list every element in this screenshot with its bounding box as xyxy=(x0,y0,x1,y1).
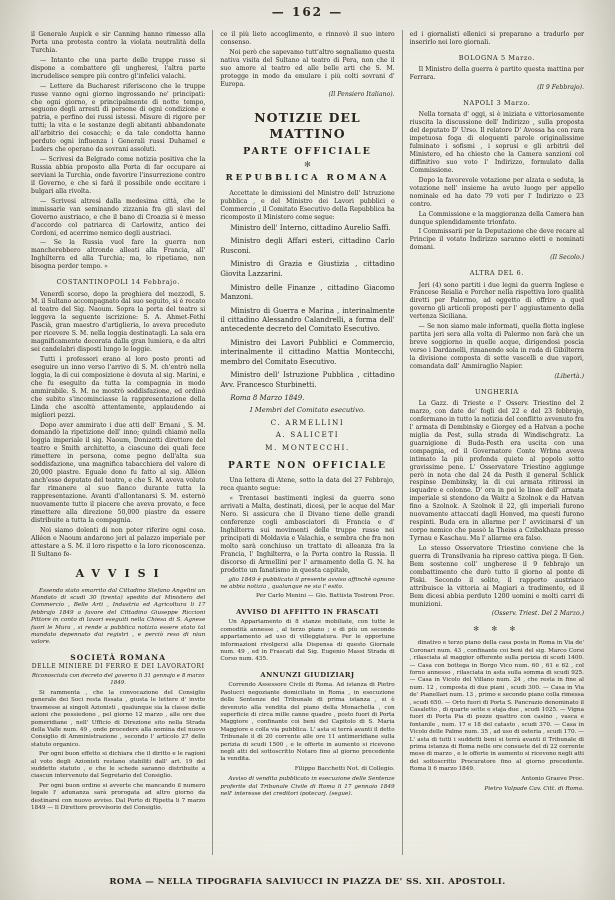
text-block-h-small: ANNUNZI GIUDIZIARJ xyxy=(260,670,355,679)
text-block-ornament2: ✻ ✻ ✻ xyxy=(473,625,521,634)
text-block-tiny-italic: Essendo stato smarrito dal Cittadino Stefano Angelini un Mandato di scudi 30 (trenta) spedito dal Ministero del Commercio , Belle Arti , Industria ed Agricoltura li 17 febbrajo 1849 a favore del Cittadino Giuseppe Riccioni Pittore in conto di lavori eseguiti nella Chiesa di S. Agnese fuori le Mura , si rende a pubblica notizia essere stato tal mandato depennato dai registri , e perciò reso di niun valore. xyxy=(31,587,206,646)
text-block-society-sub: DELLE MINIERE DI FERRO E DEI LAVORATORI xyxy=(31,663,205,671)
text-block-attribution: (Osserv. Triest. Del 2 Marzo.) xyxy=(491,610,584,618)
column-left xyxy=(24,29,212,856)
text-block-minister: Ministro delle Finanze , cittadino Giacomo Manzoni. xyxy=(220,283,395,301)
text-block-tiny: Per ogni buon ordine si avverte che mancando il numero legale l' adunanza sarà prorogata ad altro giorno da destinarsi con nuovo avviso. Dal Porto di Ripetta li 7 marzo 1849 — Il Direttore provvisorio del Consiglio. xyxy=(31,782,206,812)
text-block-tiny: Un Appartamento di 8 stanze mobiliate, con tutte le comodità annesse , al terzo piano ; e di più un secondo appartamento ad uso di villeggiatura. Per le opportune informazioni rivolgersi alla Dispensa di questo Giornale num. 49 , ed in Frascati dal Sig. Eugenio Massi Strada di Corso num. 435. xyxy=(220,619,395,663)
imprint-footer: ROMA — NELLA TIPOGRAFIA SALVIUCCI IN PIAZZA DE' SS. XII. APOSTOLI. xyxy=(109,877,506,887)
text-block-p: Accettate le dimissioni del Ministro dell' Istruzione pubblica , e del Ministro dei Lavori pubblici e Commercio , il Comitato Esecutivo della Repubblica ha ricomposto il Ministero come segue: xyxy=(220,189,395,221)
text-block-p: Noi siamo dolenti di non poter riferire ogni cosa. Alléon e Naoum andarono jeri al palazzo imperiale per attestare a S. M. il loro rispetto e la loro riconoscenza. Il Sultano fe- xyxy=(31,526,206,558)
text-block-attribution: (Libertà.) xyxy=(554,372,584,380)
text-block-attribution: (Il 9 Febbrajo). xyxy=(537,84,584,92)
text-block-sig-right: Antonio Graeve Proc. xyxy=(521,775,584,782)
text-block-members: I Membri del Comitato esecutivo. xyxy=(249,406,366,415)
text-block-minister: Ministro dei Lavori Pubblici e Commercio, interinalmente il cittadino Mattia Montecchi, membro del Comitato Esecutivo. xyxy=(220,338,395,366)
text-block-minister: Ministro degli Affari esteri, cittadino Carlo Rusconi. xyxy=(220,237,395,255)
text-block-h2b: PARTE NON OFFICIALE xyxy=(228,460,387,471)
page-number: — 162 — xyxy=(271,5,344,19)
text-block-p: Una lettera di Atene, sotto la data del 27 Febbrajo, reca quanto segue: xyxy=(220,477,395,493)
text-block-p-noind: ce il più lieto accoglimento, e rinnovò il suo intero consenso. xyxy=(220,31,395,46)
text-block-tiny-italic: glio 1849 è pubblicato il presente avviso affinchè ognuno ne abbia notizia , qualunque ne sia l' esito. xyxy=(220,576,395,590)
text-block-h2: PARTE OFFICIALE xyxy=(243,145,372,157)
column-rule-right xyxy=(402,30,403,855)
text-block-avvisi: AVVISI xyxy=(75,567,167,581)
text-block-attribution: (Il Secolo.) xyxy=(550,254,584,262)
text-block-sig-right: Per Carlo Menini — Gio. Battista Tosironi Proc. xyxy=(256,593,395,600)
text-block-sig: A. SALICETI xyxy=(275,430,340,440)
text-block-p-date: Roma 8 Marzo 1849. xyxy=(230,394,305,403)
text-block-p: La Gazz. di Trieste e l' Osserv. Triestino del 2 marzo, con date de' fogli del 22 e del 23 febbrajo, confermano in tutto la notizia del conflitto avvenuto fra l' armata di Dembinsky e Giorgey ed a Hatvan a poche miglia da Pest, sulla strada di Windischgratz. La guarnigione di Buda-Pesth era uscita con una compagnia, ed il Governatore Conte Wrbna aveva intimato la più profonda quiete al popolo sotto gravissime pene. L' Osservatore Triestino aggiunge però in nota che dal 24 da Pesth il general Schlick respinse Dembinsky, la di cui armata ritirossi in isquadre e colonne. D' ora in poi le linee dell' armata imperiale si stendono da Waitz a Szolnok e da Hatvan fino a Szolnok. A Szolnok il 22, gli imperiali furono nuovamente attaccati dagli Honved, ma questi furono respinti. Buda era in allarme per l' avvicinarsi d' un corpo nemico che passò la Theiss a Czibakhaza presso Tyrnau e Kaschau. Ma l' allarme era falso. xyxy=(409,400,584,542)
text-block-tiny: Correndo Assessore Civile di Roma. Ad istanza di Pietro Paolucci negoziante domiciliato in Roma , in esecuzione delle Sentenze del Tribunale di prima istanza , si è devenuto alla vendita del piano della Monachella , con superficie di circa mille canne quadre , posto fuori di Porta Maggiore , confinante coi beni del Capitolo di S. Maria Maggiore e colla via pubblica. L' asta si terrà avanti il detto Tribunale il dì 20 corrente alle ore 11 antimeridiane sulla perizia di scudi 1500 , e le offerte in aumento si ricevono negli atti del sottoscritto Notaro fino al giorno precedente la vendita. xyxy=(220,682,395,763)
text-block-p: — Intanto che una parte delle truppe russe si dispone a combattere gli ungheresi, l'altra parte incrudelisce sempre più contro gl'infelici valachi. xyxy=(31,56,206,80)
text-block-p: La Commissione e la maggioranza della Camera han dunque splendidamente trionfato. xyxy=(409,210,584,226)
text-block-h1: NOTIZIE DEL MATTINO xyxy=(254,109,361,141)
text-block-tiny: dinativo e terzo piano della casa posta in Roma in Via de' Coronari num. 43 , confinante coi beni del sig. Marco Corsi , rilasciata al maggior offerente sulla perizia di scudi 1400. — Casa con bottega in Borgo Vico num. 60 , 61 e 62 , col forno annesso , rilasciata in asta sulla somma di scudi 925. — Casa in Vicolo del Villano num. 24 , che resta in fine al num. 12 , composta di due piani , scudi 300. — Casa in Via de' Pianellari num. 13 , primo e secondo piano colla rimessa , scudi 650. — Orto fuori di Porta S. Pancrazio denominato il Casaletto , di quarte sette e staja due , scudi 1025. — Vigna fuori di Porta Pia di pezze quattro con casino , vasca e fontanile , num. 17 e 18 del catasto , scudi 370. — Casa in Vicolo delle Palme num. 35 , ad uso di osteria , scudi 170. — L' asta di tutti i suddetti beni si terrà avanti il Tribunale di prima istanza di Roma nelle ore consuete del dì 22 corrente mese di marzo , e le offerte in aumento si ricevono negli atti del sottoscritto Procuratore fino al giorno precedente. Roma li 6 marzo 1849. xyxy=(409,640,584,773)
text-block-minister: Ministro di Guerra e Marina , interinalmente il cittadino Alessandro Calandrelli, a forma dell' antecedente decreto del Comitato Esecutivo. xyxy=(220,306,395,334)
text-block-dateline: ALTRA DEL 6. xyxy=(469,269,524,278)
text-block-p: Jeri (4) sono partiti i due legni da guerra Inglese e Francese Reialia e Porcher nella rispettiva loro qualità diretti per Palermo, ad oggetto di offrire a quel governo gli articoli proposti per l' aggiustamento della vertenza Siciliana. xyxy=(409,281,584,321)
text-block-tiny: Si rammenta , che la convocazione del Consiglio generale dei Soci resta fissata , giusta le lettere d' invito trasmesse ai singoli Azionisti , qualunque sia la classe delle azioni che possiedono , pel giorno 12 marzo , alle ore due pomeridiane , nell' Ufficio di Direzione sito nella Strada della Valle num. 49 , onde procedere alla nomina del nuovo Consiglio di Amministrazione , secondo l' articolo 27 dello statuto organico. xyxy=(31,689,206,748)
text-block-society-title: SOCIETÀ ROMANA xyxy=(70,652,167,662)
text-block-p: Lo stesso Osservatore Triestino conviene che la guerra di Transilvania ha ripreso cattiva piega. Il Gen. Bem sostenne coll' ungherese il 9 febbrajo un combattimento che durò tutto il giorno al ponte di Piski. Secondo il solito, il rapporto austriaco attribuisce la vittoria ai Magiari a tradimento, ed il Bem dicesi abbia perduto 1200 uomini e molti carri di munizioni. xyxy=(409,544,584,608)
text-block-p: « Trentasei bastimenti inglesi da guerra sono arrivati a Malta, destinati, dicesi, per le acque del Mar Nero. Si assicura che il Divano tiene delle grandi conferenze cogli ambasciatori di Francia e d' Inghilterra sui movimenti delle truppe russe nei principati di Moldavia e Valachia, e sembra che fra non molto sarà conchiuso un trattato di alleanza fra la Francia, l' Inghilterra, e la Porta contro la Russia. Il discorso di Armellini per l' armamento della G. N. ha prodotto un fanatismo in questa capitale, xyxy=(220,495,395,574)
text-block-p: Dopo aver ammirato i due atti dell' Ernani , S. M. domandò la ripetizione dell' inno; quindi chiamò nella loggia imperiale il sig. Naoum, Donizetti direttore del teatro e Smith architetto, a ciascuno dei quali fece rimettere in persona, come pegno dell'alta sua soddisfazione, una magnifica tabacchiera del valore di 20,000 piastre. Eguale dono fu fatto al sig. Alléon anch'esso deputato del teatro, e che S. M. aveva voluto far rimanere al suo fianco durante tutta la rappresentazione. Avanti d'allontanarsi S. M. esternò nuovamente tutto il piacere che aveva provato, e fece rimettere alla direzione 50,000 piastre da essere distribuite a tutta la compagnia. xyxy=(31,421,206,524)
text-block-p: — Se la Russia vuol fare la guerra non mancherebbero altronde alleati alla Francia, all' Inghilterra ed alla Turchia; ma, lo ripetiamo, non bisogna perder tempo. » xyxy=(31,239,206,271)
text-block-p-noind: il Generale Aupick e sir Canning hanno rimesso alla Porta una protesta contro la violata neutralità della Turchia. xyxy=(31,31,206,54)
text-block-tiny-italic-center: Riconosciuta con decreto del governo li 31 gennajo e 8 marzo 1849. xyxy=(31,672,205,686)
column-center xyxy=(213,29,401,856)
text-block-p-noind: ed i giornalisti ellenici si preparano a tradurlo per inserirlo nei loro giornali. xyxy=(409,31,584,46)
text-block-minister: Ministro dell' Interno, cittadino Aurelio Saffi. xyxy=(230,223,391,232)
text-block-tiny: Per ogni buon effetto si dichiara che il diritto e le ragioni al voto degli Azionisti restano stabiliti dall' art. 19 del suddetto statuto , e che le schede saranno distribuite a ciascun intervenuto dal Segretario del Consiglio. xyxy=(31,751,206,780)
text-block-h3: REPUBBLICA ROMANA xyxy=(225,172,390,183)
column-rule-left xyxy=(212,30,213,855)
text-block-h-small: AVVISO DI AFFITTO IN FRASCATI xyxy=(236,607,379,616)
text-block-p: Tutti i professori erano al loro posto pronti ad eseguire un inno verso l'arrivo di S. M. ch'entrò nella loggia, la di cui composizione è dovuta al sig. Marini, e che fu eseguito da tutta la compagnia in modo ammirabile. S. M. ne mostrò soddisfazione, ed ordinò che subito s'incominciasse la rappresentazione della Linda che ascoltò attentamente, applaudendo ai migliori pezzi. xyxy=(31,356,206,419)
text-block-dateline: BOLOGNA 5 Marzo. xyxy=(458,53,535,62)
column-right xyxy=(403,29,591,856)
text-block-p: Venerdì scorso, dopo la preghiera del mezzodì, S. M. il Sultano accompagnato dal suo seguito, si è recato al teatro del Sig. Naoum. Sopra la porta del teatro si leggeva la seguente iscrizione: S. A. Ahmet-Fethi Pascià, gran maestro d'artiglieria, lo aveva preceduto per ricevere S. M. nella loggia destinatagli. La sala era magnificamente decorata dalla gran lumiera, e da altri sei candelabri disposti lungo le loggie. xyxy=(31,290,206,354)
text-block-p: — Se non siamo male informati, quella flotta inglese partita jeri sera alla volta di Palermo non farà che un breve soggiorno in quelle acque, dirigendosi poscia verso i Dardanelli, rimanendo sola in rada di Gibilterra la divisione composta di sette vascelli e due vapori, comandata dall' Ammiraglio Napier. xyxy=(409,323,584,370)
text-block-sig-right-italic: Pietro Valpade Cav. Citt. di Roma. xyxy=(484,786,584,793)
text-block-attribution: (Il Pensiero Italiano). xyxy=(328,90,395,98)
text-block-sig: C. ARMELLINI xyxy=(270,418,345,428)
text-block-p: Nella tornata d' oggi, si è iniziata e vittoriosamente riuscita la discussione dell' Indirizzo , sulla proposta del deputato D' Urso. Il relatore D' Avossa ha con rara impetuosa foga di eloquenti parole originalissime fulminato i sofismi , i soprusi e gli arbitrii del Ministero, ed ha chiesto che la Camera sanzioni col diffinitivo suo voto l' Indirizzo, formulato dalla Commissione. xyxy=(409,111,584,174)
text-block-minister: Ministro dell' Istruzione Pubblica , cittadino Avv. Francesco Sturbinetti. xyxy=(220,371,395,389)
text-block-dateline: NAPOLI 3 Marzo. xyxy=(463,99,531,107)
text-block-ornament: ✻ xyxy=(304,159,311,169)
text-block-p: Il Ministro della guerra è partito questa mattina per Ferrara. xyxy=(409,66,584,82)
text-block-sig: M. MONTECCHI. xyxy=(265,442,350,452)
text-block-p: — Lettere da Bucharest riferiscono che le truppe russe vanno ogni giorno ingrossando ne' principati: che ogni giorno, e principalmente di notte tempo, seguono degli arresti di persone di ogni condizione e patria, e perfino dei russi istessi. Misure di rigore per tutti; la vita e le sostanze degli abitanti abbandonate all'arbitrio dei cosacchi; e da tale condotta hanno perduto ogni influenza i Generali russi Duhamel e Luders che operano da sovrani assoluti. xyxy=(31,82,206,154)
text-block-p: Noi però che sapevamo tutt'altro segnaliamo questa nativa visita del Sultano al teatro di Pera, non che il suo amore al teatro ed alle belle arti che S. M. protegge in modo da emulare i più colti sovrani d' Europa. xyxy=(220,48,395,88)
text-block-p: Dopo la favorevole votazione per alzata e seduta, la votazione nell' insieme ha avuto luogo per appello nominale ed ha dato 79 voti per l' Indirizzo e 23 contro. xyxy=(409,176,584,208)
text-block-dateline: UNGHERIA xyxy=(474,387,519,396)
text-block-sig-right: Filippo Bacchetti Not. di Collegio. xyxy=(294,765,395,772)
text-block-p: — Scrivesi da Belgrado come notizia positiva che la Russia abbia proposto alla Porta di far occupare ai serviani la Turchia, onde favorire l'insurrezione contro il Governo, e che si farà il possibile onde eccitare i bulgari alla rivolta. xyxy=(31,156,206,195)
text-block-p: — Scrivesi altresì dalla medesima città, che le immissarie van seminando zizzania fra gli slavi del Governo austriaco, e che il bano di Croazia si è messo d'accordo col patriarca di Carlowitz, antico dei Cordoni, ed acerrimo nemico degli austriaci. xyxy=(31,197,206,237)
text-block-minister: Ministro di Grazia e Giustizia , cittadino Giovita Lazzarini. xyxy=(220,260,395,278)
text-block-p: I Commissarii per la Deputazione che deve recare al Principe il votato Indirizzo saranno eletti e nominati domani. xyxy=(409,228,584,252)
columns-container xyxy=(24,29,591,856)
text-block-tiny-italic: Avviso di vendita pubblicato in esecuzione delle Sentenze proferite dal Tribunale Civile di Roma li 17 gennaio 1849 nell' interesse dei creditori ipotecarj. (segue). xyxy=(220,776,395,798)
text-block-dateline: COSTANTINOPOLI 14 Febbrajo. xyxy=(56,278,180,287)
